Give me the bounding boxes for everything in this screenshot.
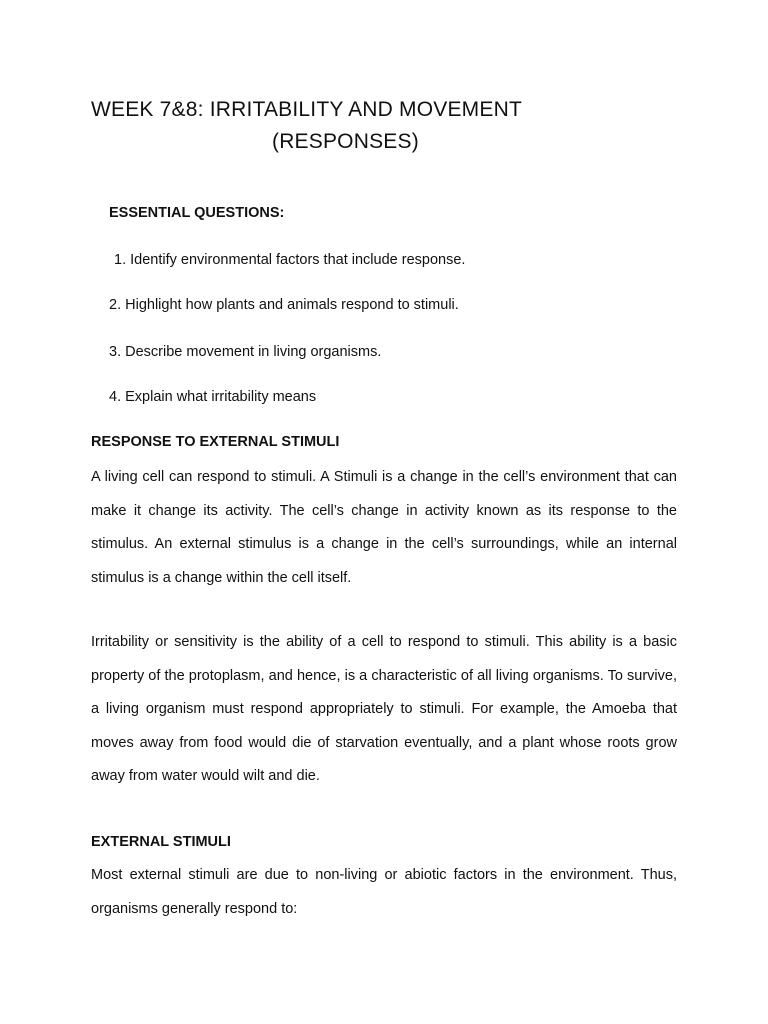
essential-questions-heading: ESSENTIAL QUESTIONS: (109, 205, 285, 221)
external-stimuli-paragraph: Most external stimuli are due to non-living or abiotic factors in the environment. Thus, organisms generally respond to: (91, 867, 677, 917)
response-paragraph-1: A living cell can respond to stimuli. A Stimuli is a change in the cell’s environment that can make it change its activity. The cell’s change in activity known as its response to the stimulus. An external stimulus is a change in the cell’s surroundings, while an internal stimulus is a change within the cell itself. (91, 469, 677, 586)
question-item-4: 4. Explain what irritability means (109, 389, 317, 405)
question-item-1: 1. Identify environmental factors that include response. (114, 252, 466, 268)
page-subtitle: (RESPONSES) (272, 130, 419, 153)
question-item-3: 3. Describe movement in living organisms. (109, 344, 382, 360)
question-item-2: 2. Highlight how plants and animals respond to stimuli. (109, 297, 459, 313)
response-paragraph-2: Irritability or sensitivity is the ability of a cell to respond to stimuli. This ability is a basic property of the protoplasm, and hence, is a characteristic of all living organisms. To survive, a living organism must respond appropriately to stimuli. For example, the Amoeba that moves away from food would die of starvation eventually, and a plant whose roots grow away from water would wilt and die. (91, 634, 677, 784)
response-section-heading: RESPONSE TO EXTERNAL STIMULI (91, 434, 340, 450)
external-stimuli-heading: EXTERNAL STIMULI (91, 834, 231, 850)
page-title: WEEK 7&8: IRRITABILITY AND MOVEMENT (91, 98, 522, 121)
